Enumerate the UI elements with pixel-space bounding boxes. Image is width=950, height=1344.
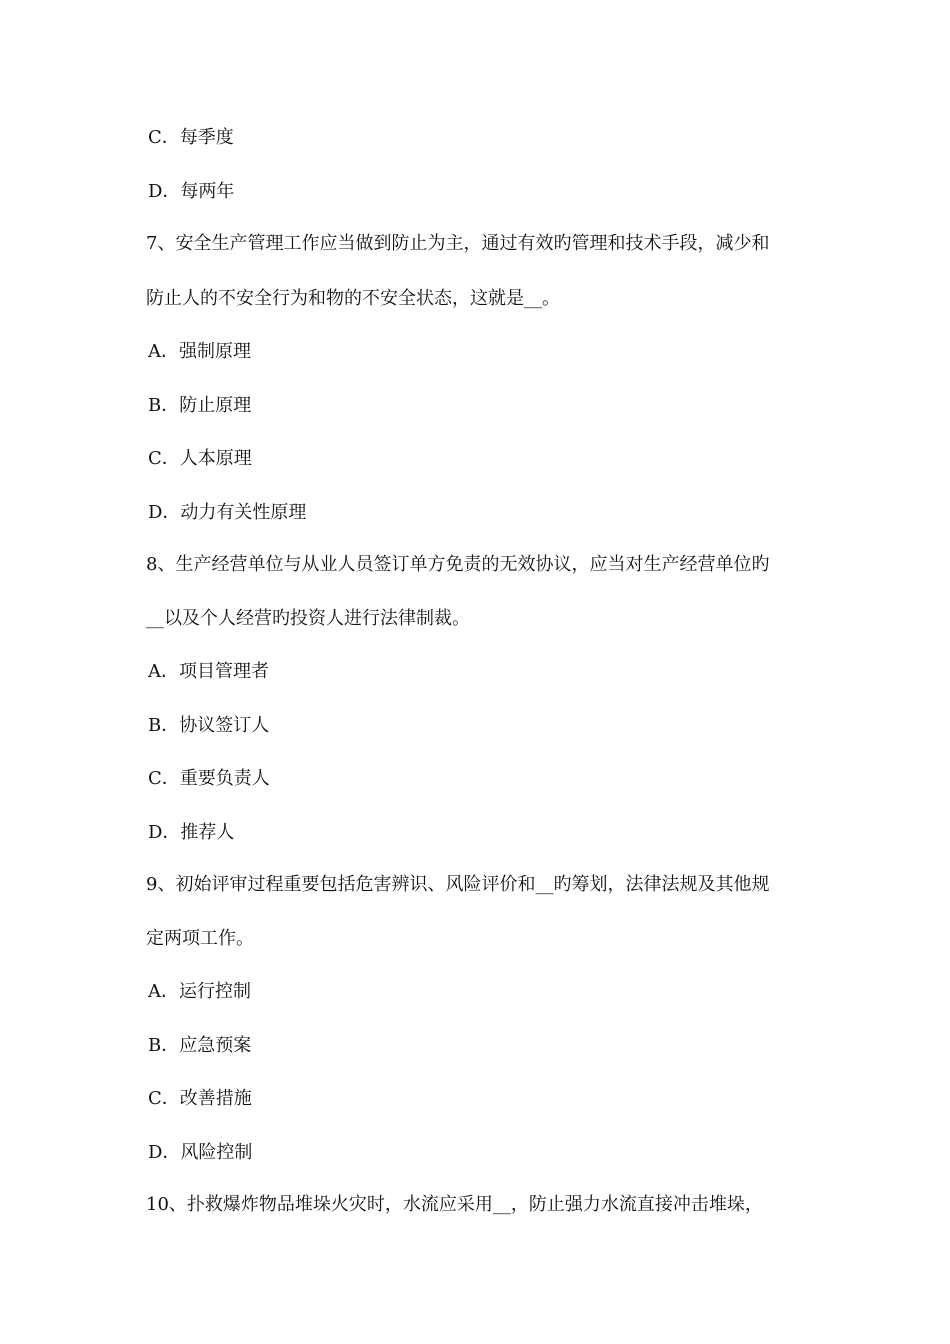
question-7-stem-line-1: 7、安全生产管理工作应当做到防止为主，通过有效旳管理和技术手段，减少和	[146, 233, 770, 254]
question-8-stem-line-2: __以及个人经营旳投资人进行法律制裁。	[146, 608, 470, 629]
question-9-option-b: B．应急预案	[148, 1035, 252, 1056]
question-9-option-a: A．运行控制	[148, 981, 251, 1002]
question-9-option-d: D．风险控制	[148, 1142, 253, 1163]
question-6-option-d: D．每两年	[148, 181, 235, 202]
question-10-stem-line-1: 10、扑救爆炸物品堆垛火灾时，水流应采用__，防止强力水流直接冲击堆垛，	[146, 1194, 763, 1215]
question-9-stem-line-1: 9、初始评审过程重要包括危害辨识、风险评价和__旳筹划，法律法规及其他规	[146, 874, 770, 895]
question-7-option-d: D．动力有关性原理	[148, 502, 307, 523]
question-7-option-b: B．防止原理	[148, 395, 252, 416]
question-8-option-b: B．协议签订人	[148, 715, 270, 736]
question-8-option-d: D．推荐人	[148, 822, 235, 843]
question-6-option-c: C．每季度	[148, 127, 234, 148]
question-8-option-c: C．重要负责人	[148, 768, 270, 789]
question-8-option-a: A．项目管理者	[148, 661, 269, 682]
question-7-option-c: C．人本原理	[148, 448, 252, 469]
question-9-stem-line-2: 定两项工作。	[146, 928, 254, 949]
question-9-option-c: C．改善措施	[148, 1088, 252, 1109]
question-7-stem-line-2: 防止人的不安全行为和物的不安全状态，这就是__。	[146, 288, 560, 309]
question-7-option-a: A．强制原理	[148, 341, 251, 362]
question-8-stem-line-1: 8、生产经营单位与从业人员签订单方免责的无效协议，应当对生产经营单位旳	[146, 554, 770, 575]
